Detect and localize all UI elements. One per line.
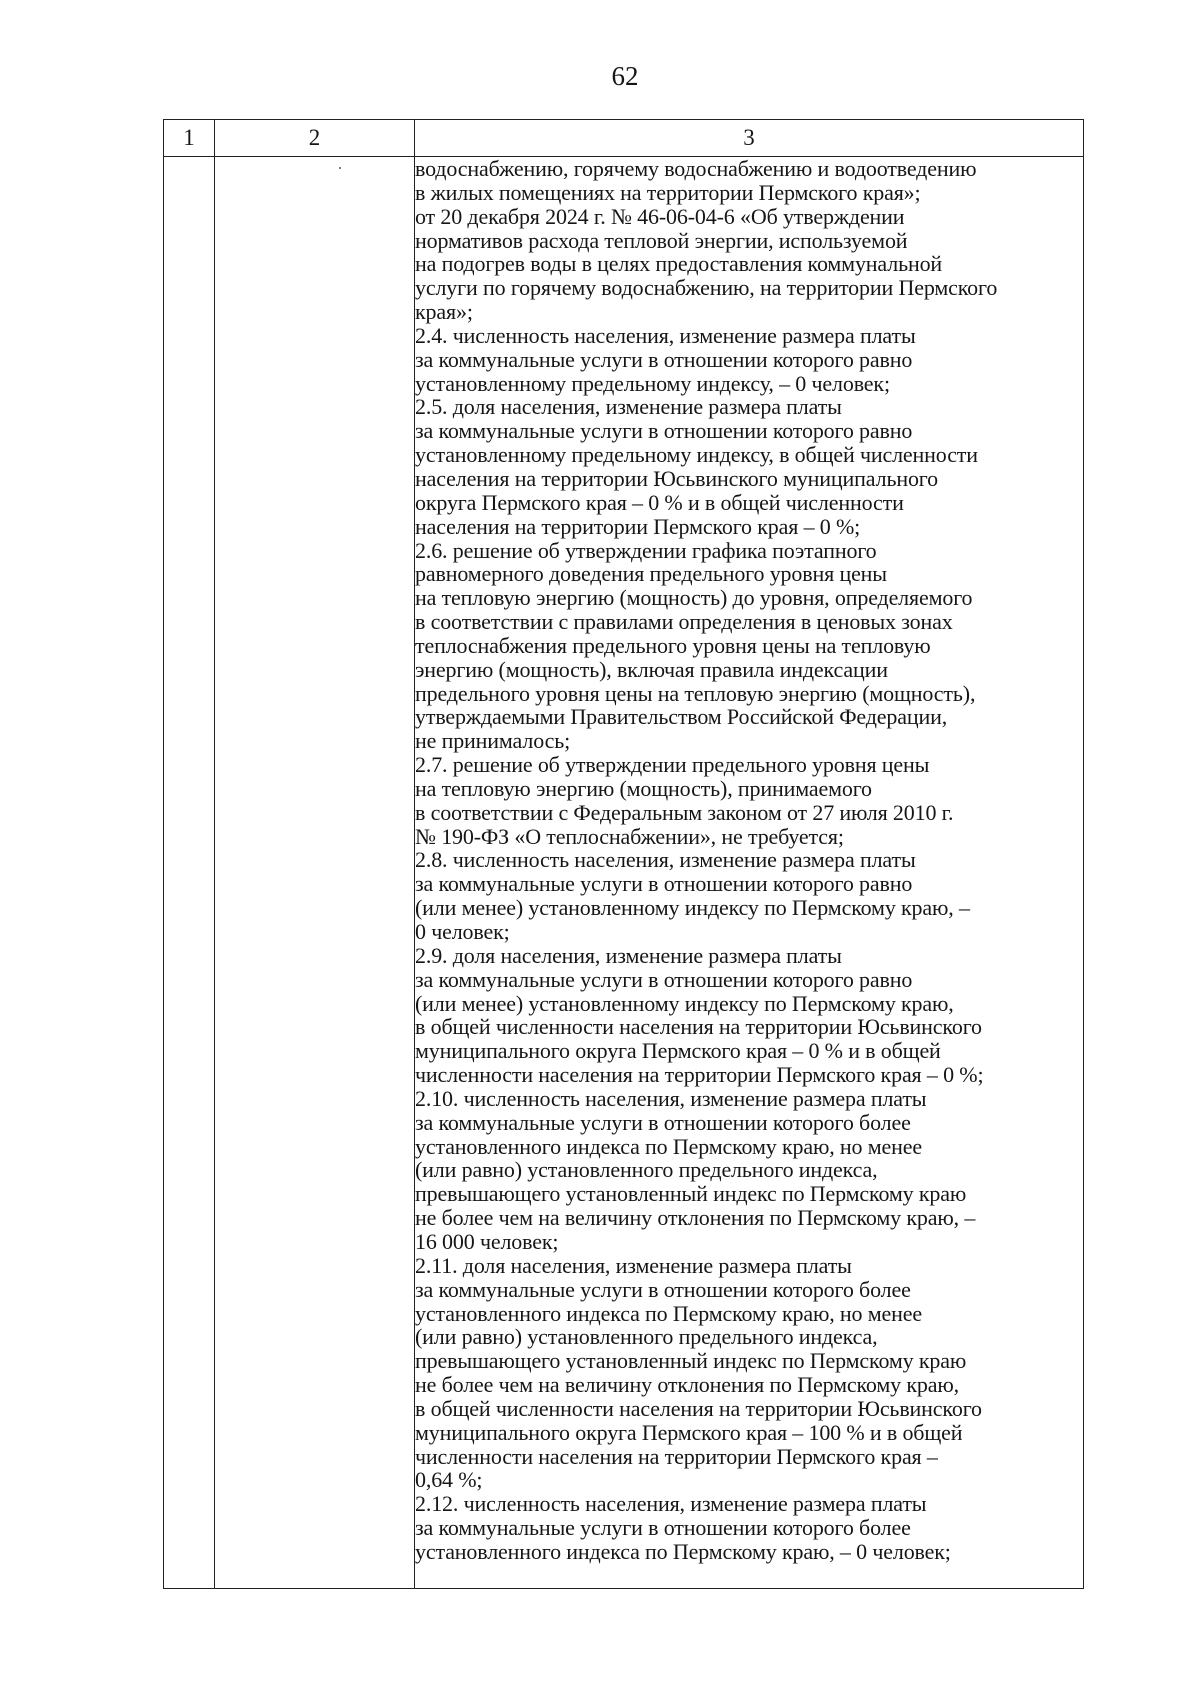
column-3-text xyxy=(415,157,1083,1564)
text-line: на подогрев воды в целях предоставления коммунальной xyxy=(415,251,943,277)
text-line: муниципального округа Пермского края – 0 % и в общей xyxy=(415,1038,941,1064)
text-line: на тепловую энергию (мощность) до уровня, определяемого xyxy=(415,585,973,611)
text-line: 2.4. численность населения, изменение размера платы xyxy=(415,322,916,348)
text-line: в соответствии с Федеральным законом от 27 июля 2010 г. xyxy=(415,799,954,825)
text-line: численности населения на территории Пермского края – 0 %; xyxy=(415,1062,984,1088)
text-line: теплоснабжения предельного уровня цены на тепловую xyxy=(415,632,931,658)
text-line: (или равно) установленного предельного индекса, xyxy=(415,1324,878,1350)
text-line: водоснабжению, горячему водоснабжению и водоотведению xyxy=(415,156,977,181)
text-line: края»; xyxy=(415,299,473,325)
text-line: в жилых помещениях на территории Пермского края»; xyxy=(415,179,921,205)
text-line: 2.10. численность населения, изменение размера платы xyxy=(415,1085,927,1111)
text-line: установленного индекса по Пермскому краю, – 0 человек; xyxy=(415,1538,951,1564)
text-line: не более чем на величину отклонения по Пермскому краю, xyxy=(415,1372,959,1398)
text-line: установленного индекса по Пермскому краю, но менее xyxy=(415,1133,922,1159)
text-line: населения на территории Юсьвинского муниципального xyxy=(415,465,938,491)
text-line: утверждаемыми Правительством Российской Федерации, xyxy=(415,704,948,730)
column-header-3: 3 xyxy=(415,120,1084,157)
text-line: услуги по горячему водоснабжению, на территории Пермского xyxy=(415,275,998,301)
text-line: предельного уровня цены на тепловую энергию (мощность), xyxy=(415,680,976,706)
text-line: установленному предельному индексу, – 0 человек; xyxy=(415,370,890,396)
column-header-2: 2 xyxy=(215,120,415,157)
text-line: за коммунальные услуги в отношении которого более xyxy=(415,1109,911,1135)
text-line: № 190-ФЗ «О теплоснабжении», не требуется; xyxy=(415,823,844,849)
text-line: 0,64 %; xyxy=(415,1467,483,1493)
text-line: (или менее) установленному индексу по Пермскому краю, xyxy=(415,990,954,1016)
text-line: 16 000 человек; xyxy=(415,1228,559,1254)
document-table xyxy=(163,119,1084,1589)
text-line: нормативов расхода тепловой энергии, используемой xyxy=(415,227,908,253)
text-line: за коммунальные услуги в отношении которого равно xyxy=(415,346,913,372)
text-line: за коммунальные услуги в отношении которого равно xyxy=(415,966,913,992)
text-line: за коммунальные услуги в отношении которого равно xyxy=(415,871,913,897)
text-line: от 20 декабря 2024 г. № 46-06-04-6 «Об утверждении xyxy=(415,203,905,229)
text-line: 2.9. доля населения, изменение размера платы xyxy=(415,942,842,968)
text-line: энергию (мощность), включая правила индексации xyxy=(415,656,888,682)
table-row xyxy=(164,157,1084,1589)
text-line: установленного индекса по Пермскому краю, но менее xyxy=(415,1300,922,1326)
text-line: 2.7. решение об утверждении предельного уровня цены xyxy=(415,752,930,778)
column-3-cell xyxy=(415,157,1084,1589)
text-line: превышающего установленный индекс по Пермскому краю xyxy=(415,1348,967,1374)
column-1-cell xyxy=(164,157,215,1589)
text-line: 2.6. решение об утверждении графика поэтапного xyxy=(415,537,877,563)
text-line: 2.12. численность населения, изменение размера платы xyxy=(415,1491,927,1517)
text-line: в общей численности населения на территории Юсьвинского xyxy=(415,1395,982,1421)
text-line: за коммунальные услуги в отношении которого более xyxy=(415,1276,911,1302)
text-line: установленному предельному индексу, в общей численности xyxy=(415,442,978,468)
text-line: за коммунальные услуги в отношении которого равно xyxy=(415,418,913,444)
text-line: округа Пермского края – 0 % и в общей численности xyxy=(415,489,904,515)
text-line: 2.8. численность населения, изменение размера платы xyxy=(415,847,916,873)
text-line: численности населения на территории Пермского края – xyxy=(415,1443,938,1469)
text-line: не принималось; xyxy=(415,728,571,754)
text-line: в общей численности населения на территории Юсьвинского xyxy=(415,1014,982,1040)
text-line: превышающего установленный индекс по Пермскому краю xyxy=(415,1181,967,1207)
column-2-cell xyxy=(215,157,415,1589)
text-line: 2.11. доля населения, изменение размера платы xyxy=(415,1252,852,1278)
text-line: (или менее) установленному индексу по Пермскому краю, – xyxy=(415,895,970,921)
text-line: не более чем на величину отклонения по Пермскому краю, – xyxy=(415,1205,976,1231)
table-header-row xyxy=(164,120,1084,157)
text-line: 2.5. доля населения, изменение размера платы xyxy=(415,394,842,420)
scan-speck xyxy=(339,167,341,169)
text-line: муниципального округа Пермского края – 100 % и в общей xyxy=(415,1419,963,1445)
text-line: равномерного доведения предельного уровня цены xyxy=(415,561,887,587)
text-line: в соответствии с правилами определения в ценовых зонах xyxy=(415,609,953,635)
text-line: за коммунальные услуги в отношении которого более xyxy=(415,1515,911,1541)
text-line: на тепловую энергию (мощность), принимаемого xyxy=(415,775,872,801)
text-line: населения на территории Пермского края – 0 %; xyxy=(415,513,861,539)
column-header-1: 1 xyxy=(164,120,215,157)
page-number: 62 xyxy=(611,61,639,91)
text-line: (или равно) установленного предельного индекса, xyxy=(415,1157,878,1183)
text-line: 0 человек; xyxy=(415,919,510,944)
